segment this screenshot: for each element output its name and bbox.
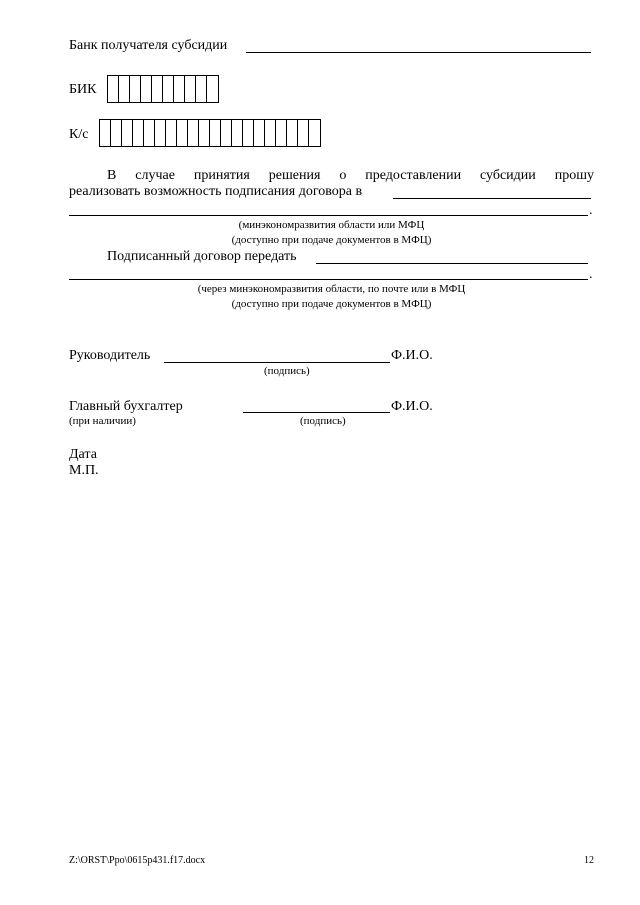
hint2-line1: (через минэкономразвития области, по почте или в МФЦ bbox=[197, 283, 466, 295]
ks-cell[interactable] bbox=[232, 120, 243, 146]
stamp-label: М.П. bbox=[69, 463, 99, 478]
head-signature-hint: (подпись) bbox=[264, 365, 310, 377]
bik-cell[interactable] bbox=[108, 76, 119, 102]
bik-label: БИК bbox=[69, 82, 97, 97]
accountant-fio-label: Ф.И.О. bbox=[391, 399, 433, 414]
paragraph-line1: В случае принятия решения о предоставлении субсидии прошу bbox=[107, 168, 594, 183]
hint2-line2: (доступно при подаче документов в МФЦ) bbox=[231, 298, 432, 310]
hint1-line2: (доступно при подаче документов в МФЦ) bbox=[231, 234, 432, 246]
ks-cell[interactable] bbox=[243, 120, 254, 146]
ks-cell[interactable] bbox=[177, 120, 188, 146]
ks-cell[interactable] bbox=[221, 120, 232, 146]
ks-cell[interactable] bbox=[254, 120, 265, 146]
bik-cell[interactable] bbox=[163, 76, 174, 102]
date-label: Дата bbox=[69, 447, 97, 462]
ks-cell[interactable] bbox=[210, 120, 221, 146]
footer-path: Z:\ORST\Ppo\0615p431.f17.docx bbox=[69, 855, 206, 866]
ks-cell[interactable] bbox=[298, 120, 309, 146]
ks-cell[interactable] bbox=[265, 120, 276, 146]
ks-label: К/с bbox=[69, 127, 89, 142]
if-any-note: (при наличии) bbox=[69, 415, 136, 427]
page-number: 12 bbox=[584, 855, 594, 866]
bik-cell[interactable] bbox=[185, 76, 196, 102]
ks-cell[interactable] bbox=[122, 120, 133, 146]
ks-cell[interactable] bbox=[199, 120, 210, 146]
transfer-line[interactable] bbox=[316, 263, 588, 264]
bik-cell[interactable] bbox=[174, 76, 185, 102]
ks-cell[interactable] bbox=[287, 120, 298, 146]
bik-cell[interactable] bbox=[130, 76, 141, 102]
ks-boxes[interactable] bbox=[99, 119, 321, 147]
accountant-signature-hint: (подпись) bbox=[300, 415, 346, 427]
ks-cell[interactable] bbox=[100, 120, 111, 146]
ks-cell[interactable] bbox=[144, 120, 155, 146]
ks-cell[interactable] bbox=[133, 120, 144, 146]
bik-cell[interactable] bbox=[196, 76, 207, 102]
ks-cell[interactable] bbox=[309, 120, 320, 146]
bik-cell[interactable] bbox=[207, 76, 218, 102]
sign-place-line[interactable] bbox=[393, 198, 591, 199]
ks-cell[interactable] bbox=[188, 120, 199, 146]
bik-cell[interactable] bbox=[152, 76, 163, 102]
ks-cell[interactable] bbox=[276, 120, 287, 146]
transfer-line-2[interactable] bbox=[69, 279, 588, 280]
period-1: . bbox=[589, 203, 593, 218]
head-label: Руководитель bbox=[69, 348, 151, 363]
paragraph-line2: реализовать возможность подписания договора в bbox=[69, 184, 363, 199]
ks-cell[interactable] bbox=[155, 120, 166, 146]
ks-cell[interactable] bbox=[166, 120, 177, 146]
head-signature-line[interactable] bbox=[164, 362, 390, 363]
accountant-signature-line[interactable] bbox=[243, 412, 390, 413]
head-fio-label: Ф.И.О. bbox=[391, 348, 433, 363]
bik-boxes[interactable] bbox=[107, 75, 219, 103]
bik-cell[interactable] bbox=[119, 76, 130, 102]
bank-label: Банк получателя субсидии bbox=[69, 38, 228, 53]
hint1-line1: (минэкономразвития области или МФЦ bbox=[238, 219, 425, 231]
sign-place-line-2[interactable] bbox=[69, 215, 588, 216]
ks-cell[interactable] bbox=[111, 120, 122, 146]
transfer-label: Подписанный договор передать bbox=[107, 249, 297, 264]
bank-input-line[interactable] bbox=[246, 52, 591, 53]
accountant-label: Главный бухгалтер bbox=[69, 399, 183, 414]
bik-cell[interactable] bbox=[141, 76, 152, 102]
period-2: . bbox=[589, 267, 593, 282]
